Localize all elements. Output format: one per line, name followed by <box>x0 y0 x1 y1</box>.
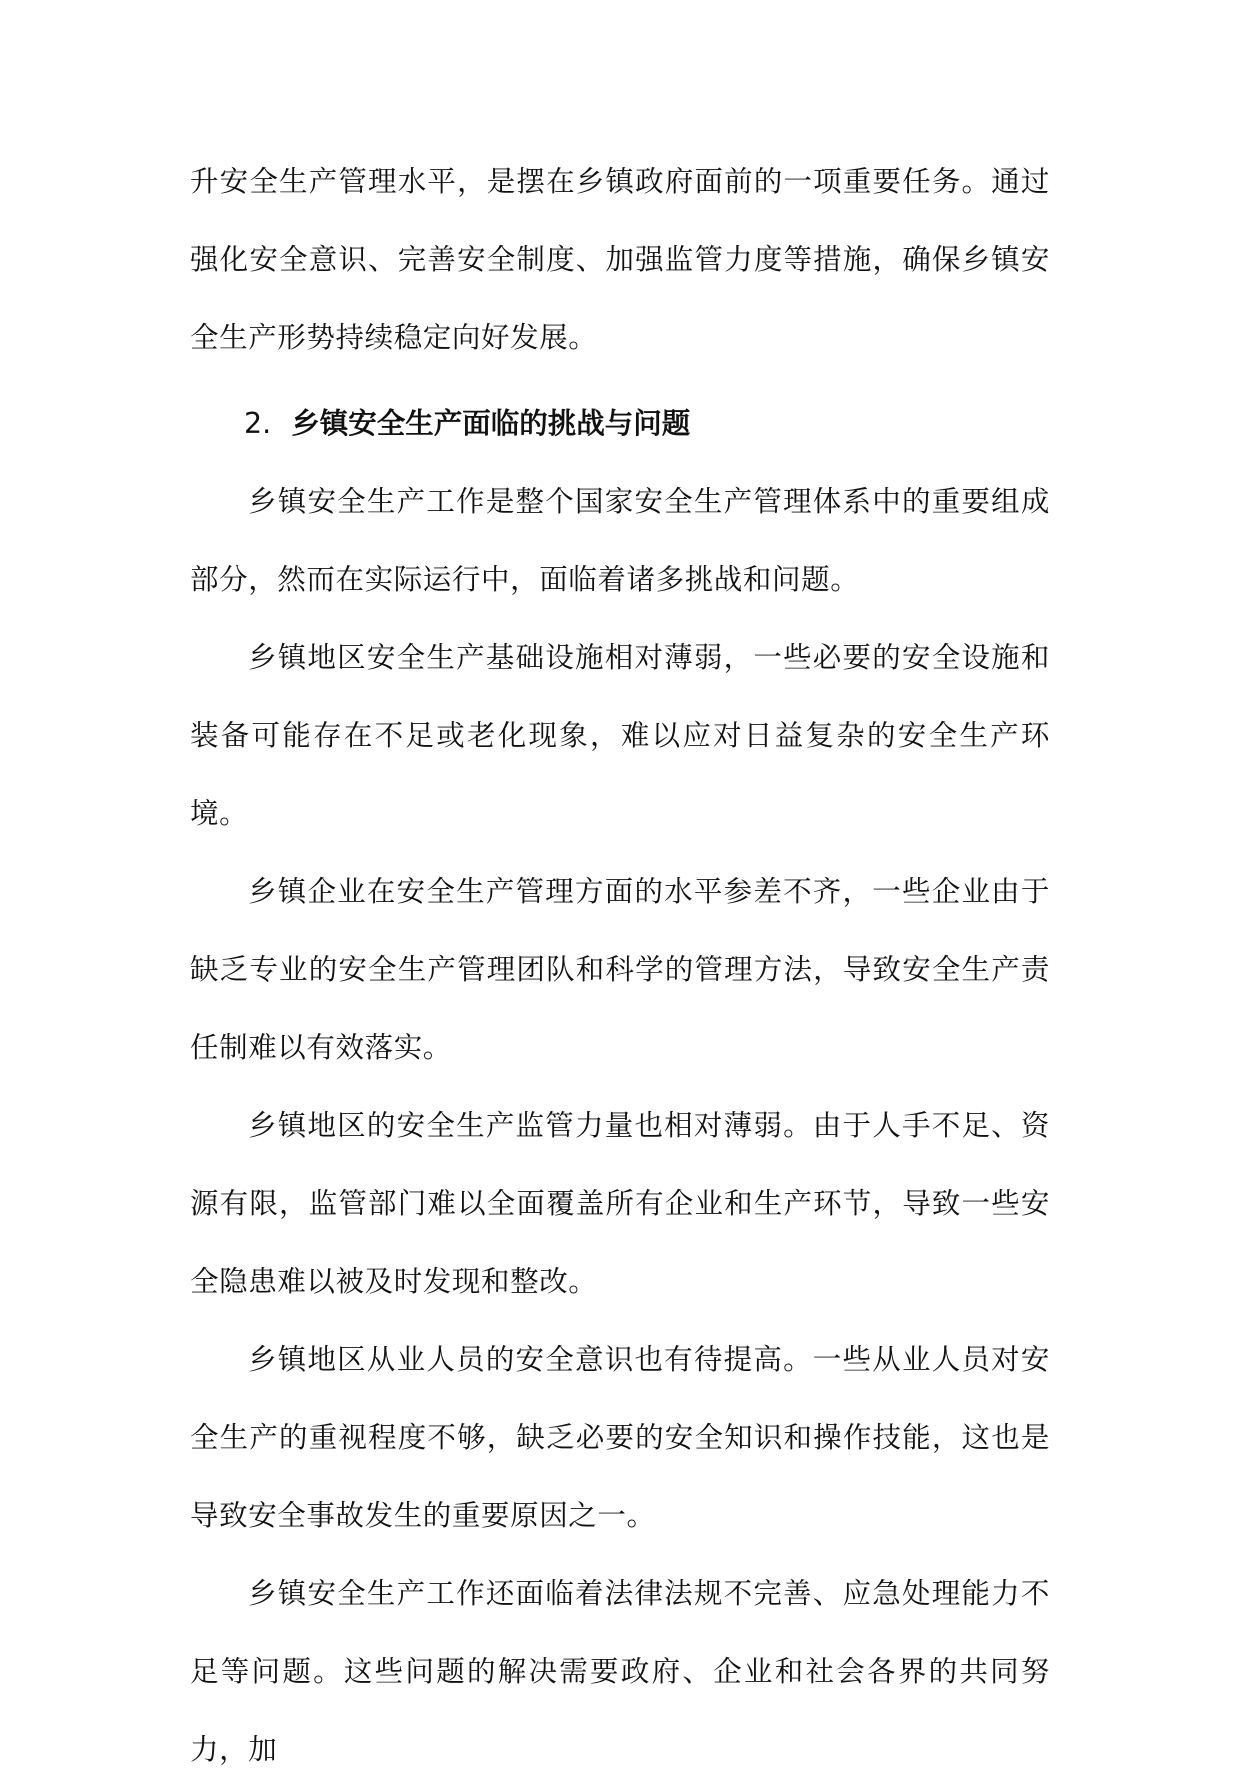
section-number: 2. <box>244 407 272 440</box>
section-title: 乡镇安全生产面临的挑战与问题 <box>291 407 691 440</box>
paragraph-5: 乡镇地区从业人员的安全意识也有待提高。一些从业人员对安全生产的重视程度不够，缺乏必要的安全知识和操作技能，这也是导致安全事故发生的重要原因之一。 <box>190 1343 1050 1532</box>
paragraph-4: 乡镇地区的安全生产监管力量也相对薄弱。由于人手不足、资源有限，监管部门难以全面覆盖所有企业和生产环节，导致一些安全隐患难以被及时发现和整改。 <box>190 1109 1050 1298</box>
section-spacer <box>190 377 1050 385</box>
paragraph-2: 乡镇地区安全生产基础设施相对薄弱，一些必要的安全设施和装备可能存在不足或老化现象，难以应对日益复杂的安全生产环境。 <box>190 641 1050 830</box>
paragraph-6: 乡镇安全生产工作还面临着法律法规不完善、应急处理能力不足等问题。这些问题的解决需要政府、企业和社会各界的共同努力，加 <box>190 1577 1050 1766</box>
paragraph-3: 乡镇企业在安全生产管理方面的水平参差不齐，一些企业由于缺乏专业的安全生产管理团队和科学的管理方法，导致安全生产责任制难以有效落实。 <box>190 875 1050 1064</box>
paragraph-intro-continued: 升安全生产管理水平，是摆在乡镇政府面前的一项重要任务。通过强化安全意识、完善安全制度、加强监管力度等措施，确保乡镇安全生产形势持续稳定向好发展。 <box>190 165 1050 354</box>
paragraph-1: 乡镇安全生产工作是整个国家安全生产管理体系中的重要组成部分，然而在实际运行中，面临着诸多挑战和问题。 <box>190 485 1050 596</box>
document-body <box>190 143 1050 1789</box>
section-heading <box>190 385 1050 463</box>
